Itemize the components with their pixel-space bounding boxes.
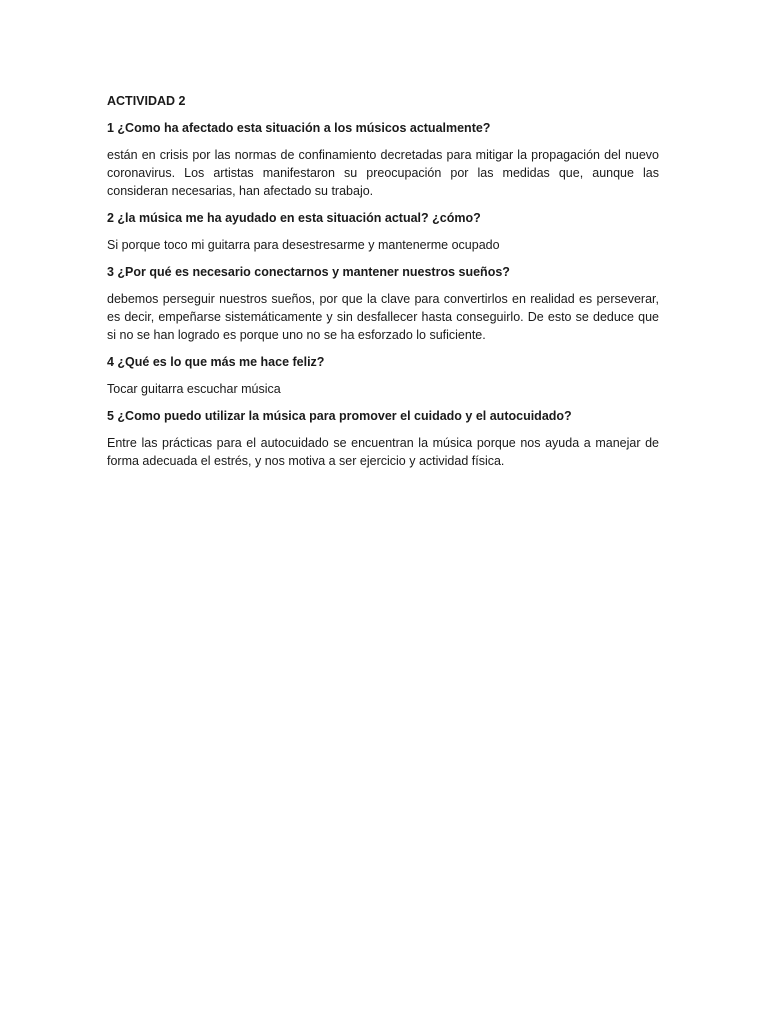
question-1: 1 ¿Como ha afectado esta situación a los músicos actualmente? — [107, 121, 491, 135]
answer-1: están en crisis por las normas de confinamiento decretadas para mitigar la propagación del nuevo coronavirus. Los artistas manifestaron su preocupación por las medidas que, aunque las consideran necesarias, han afectado su trabajo. — [107, 148, 659, 198]
question-3: 3 ¿Por qué es necesario conectarnos y mantener nuestros sueños? — [107, 265, 510, 279]
answer-4: Tocar guitarra escuchar música — [107, 382, 281, 396]
question-2: 2 ¿la música me ha ayudado en esta situación actual? ¿cómo? — [107, 211, 481, 225]
document-page — [107, 92, 659, 479]
answer-2: Si porque toco mi guitarra para desestresarme y mantenerme ocupado — [107, 238, 500, 252]
question-4: 4 ¿Qué es lo que más me hace feliz? — [107, 355, 325, 369]
answer-3: debemos perseguir nuestros sueños, por que la clave para convertirlos en realidad es perseverar, es decir, empeñarse sistemáticamente y sin desfallecer hasta conseguirlo. De esto se deduce que si no se han logrado es porque uno no se ha esforzado lo suficiente. — [107, 292, 659, 342]
question-5: 5 ¿Como puedo utilizar la música para promover el cuidado y el autocuidado? — [107, 409, 572, 423]
answer-5: Entre las prácticas para el autocuidado se encuentran la música porque nos ayuda a manejar de forma adecuada el estrés, y nos motiva a ser ejercicio y actividad física. — [107, 436, 659, 468]
document-title: ACTIVIDAD 2 — [107, 94, 186, 108]
